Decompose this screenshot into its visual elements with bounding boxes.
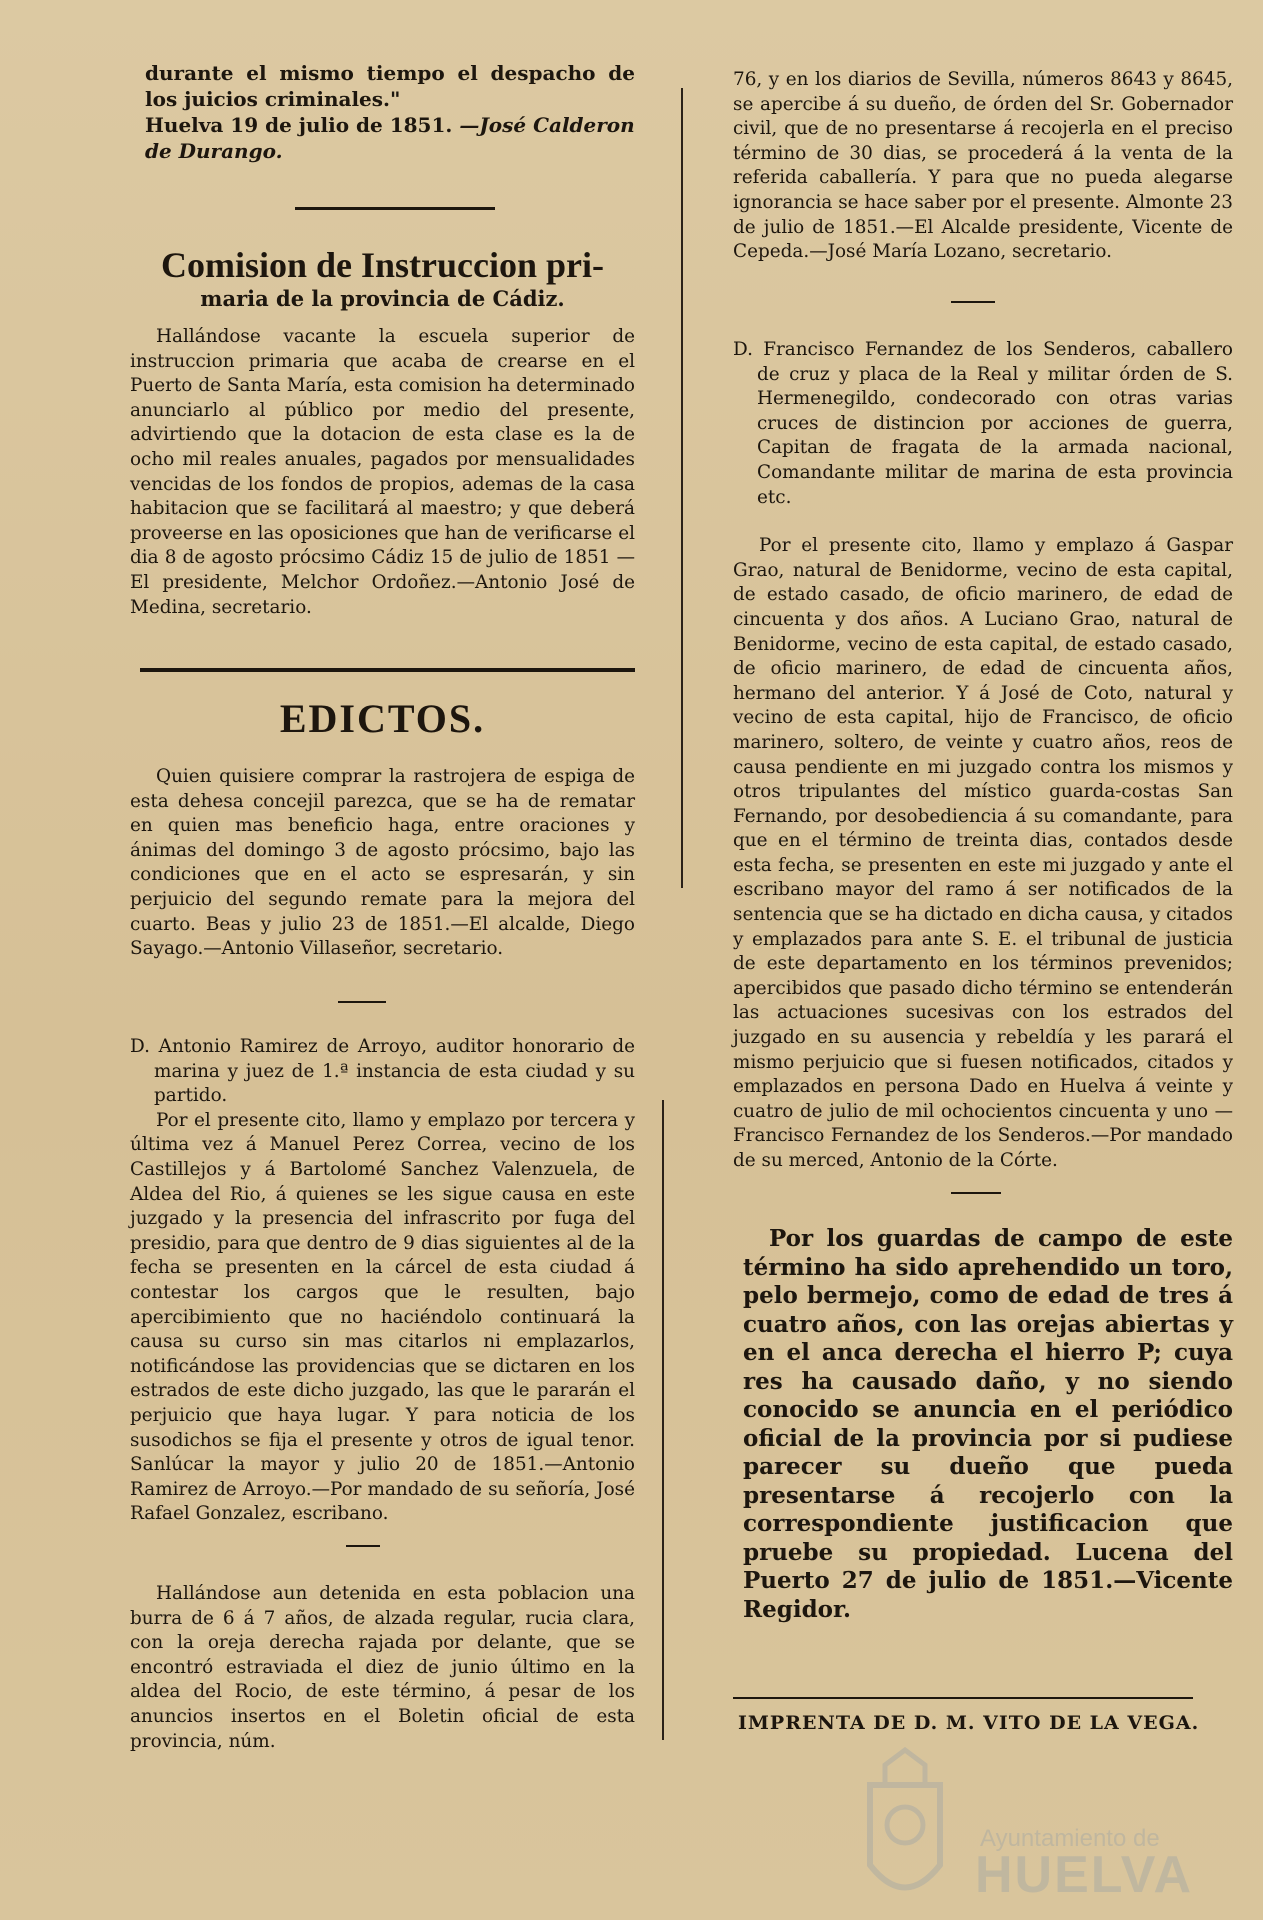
watermark-line2: HUELVA [975,1846,1194,1904]
senderos-notice [733,338,1233,1174]
burra-continuation: 76, y en los diarios de Sevilla, números 8643 y 8645, se apercibe á su dueño, de órden del Sr. Gobernador civil, que de no presentarse á recojerla en el preciso término de 30 dias, se procederá á la venta de la referida caballería. Y para que no pueda alegarse ignorancia se hace saber por el presente. Almonte 23 de julio de 1851.—El Alcalde presidente, Vicente de Cepeda.—José María Lozano, secretario. [733,69,1233,263]
senderos-header: D. Francisco Fernandez de los Senderos, caballero de cruz y placa de la Real y militar órden de S. Hermenegildo, condecorado con otras varias cruces de distincion por acciones de guerra, Capitan de fragata de la armada nacional, Comandante militar de marina de esta provincia etc. [733,339,1233,508]
footer-rule [733,1697,1193,1699]
archive-watermark [845,1745,1205,1915]
burra-notice: Hallándose aun detenida en esta poblacion una burra de 6 á 7 años, de alzada regular, rucia clara, con la oreja derecha rajada por delante, que se encontró estraviada el diez de junio último en la aldea del Rocio, de este término, á pesar de los anuncios insertos en el Boletin oficial de esta provincia, núm. [130,1583,635,1752]
continuation-signoff [145,112,635,164]
coat-of-arms-icon [845,1745,965,1915]
toro-notice: Por los guardas de campo de este término ha sido aprehendido un toro, pelo bermejo, como de edad de tres á cuatro años, con las orejas abiertas y en el anca derecha el hierro P; cuya res ha causado daño, y no siendo conocido se anuncia en el periódico oficial de la provincia por si pudiese parecer su dueño que pueda presentarse á recojerlo con la correspondiente justificacion que pruebe su propiedad. Lucena del Puerto 27 de julio de 1851.—Vicente Regidor. [743,1225,1233,1623]
continuation-text: durante el mismo tiempo el despacho de los juicios criminales." [145,61,635,111]
ramirez-body: Por el presente cito, llamo y emplazo por tercera y última vez á Manuel Perez Correa, vecino de los Castillejos y á Bartolomé Sanchez Valenzuela, de Aldea del Rio, á quienes se les sigue causa en este juzgado y la presencia del infrascrito por fuga del presidio, para que dentro de 9 dias siguientes al de la fecha se presenten en la cárcel de esta ciudad á contestar los cargos que le resulten, bajo apercibimiento que no haciéndolo continuará la causa su curso sin mas citarlos ni emplazarlos, notificándose las providencias que se dictaren en los estrados de este dicho juzgado, las que le pararán el perjuicio que haya lugar. Y para noticia de los susodichos se fija el presente y otros de igual tenor. Sanlúcar la mayor y julio 20 de 1851.—Antonio Ramirez de Arroyo.—Por mandado de su señoría, José Rafael Gonzalez, escribano. [130,1109,635,1525]
continuation-signature: —José Calderon de Durango. [145,113,635,163]
ramirez-header: D. Antonio Ramirez de Arroyo, auditor honorario de marina y juez de 1.ª instancia de esta ciudad y su partido. [130,1036,635,1107]
comision-title: Comision de Instruccion pri- [160,245,605,285]
comision-subtitle: maria de la provincia de Cádiz. [200,286,565,311]
ramirez-notice [130,1035,635,1527]
short-divider [346,1545,380,1547]
short-divider [951,301,995,303]
short-divider [338,1001,386,1003]
column-rule [662,1100,664,1740]
continuation-block [145,60,635,164]
short-divider [951,1192,1001,1194]
edictos-heading: EDICTOS. [279,696,486,741]
column-rule [681,88,683,888]
watermark-line1: Ayuntamiento de [980,1825,1160,1852]
rastrojera-notice: Quien quisiere comprar la rastrojera de espiga de esta dehesa concejil parezca, que se ha de rematar en quien mas beneficio haga, entre oraciones y ánimas del domingo 3 de agosto prócsimo, bajo las condiciones que en el acto se espresarán, y sin perjuicio del segundo remate para la mejora del cuarto. Beas y julio 23 de 1851.—El alcalde, Diego Sayago.—Antonio Villaseñor, secretario. [130,766,635,960]
comision-notice [130,245,635,620]
imprenta-line: IMPRENTA DE D. M. VITO DE LA VEGA. [738,1712,1200,1734]
senderos-body: Por el presente cito, llamo y emplazo á Gaspar Grao, natural de Benidorme, vecino de esta capital, de estado casado, de oficio marinero, de edad de cincuenta y dos años. A Luciano Grao, natural de Benidorme, vecino de esta capital, de estado casado, de oficio marinero, de edad de cincuenta años, hermano del anterior. Y á José de Coto, natural y vecino de esta capital, hijo de Francisco, de oficio marinero, soltero, de veinte y cuatro años, reos de causa pendiente en mi juzgado contra los mismos y otros tripulantes del místico guarda-costas San Fernando, por desobediencia á su comandante, para que en el término de treinta dias, contados desde esta fecha, se presenten en este mi juzgado y ante el escribano mayor del ramo á ser notificados de la sentencia que se ha dictado en dicha causa, y citados y emplazados para ante S. E. el tribunal de justicia de este departamento en los términos prevenidos; apercibidos que pasado dicho término se entenderán las actuaciones sucesivas con los estrados del juzgado en su ausencia y rebeldía y les parará el mismo perjuicio que si fuesen notificados, citados y emplazados en persona Dado en Huelva á veinte y cuatro de julio de mil ochocientos cincuenta y uno —Francisco Fernandez de los Senderos.—Por mandado de su merced, Antonio de la Córte. [733,535,1233,1171]
edictos-section [130,695,635,742]
comision-body: Hallándose vacante la escuela superior de instruccion primaria que acaba de crearse en el Puerto de Santa María, esta comision ha determinado anunciarlo al público por medio del presente, advirtiendo que la dotacion de esta clase es la de ocho mil reales anuales, pagados por mensualidades vencidas de los fondos de propios, ademas de la casa habitacion que se facilitará al maestro; y que deberá proveerse en las oposiciones que han de verificarse el dia 8 de agosto prócsimo Cádiz 15 de julio de 1851 —El presidente, Melchor Ordoñez.—Antonio José de Medina, secretario. [130,326,635,618]
section-divider [295,207,495,210]
continuation-date: Huelva 19 de julio de 1851. [145,113,453,137]
edictos-rule [140,668,635,672]
